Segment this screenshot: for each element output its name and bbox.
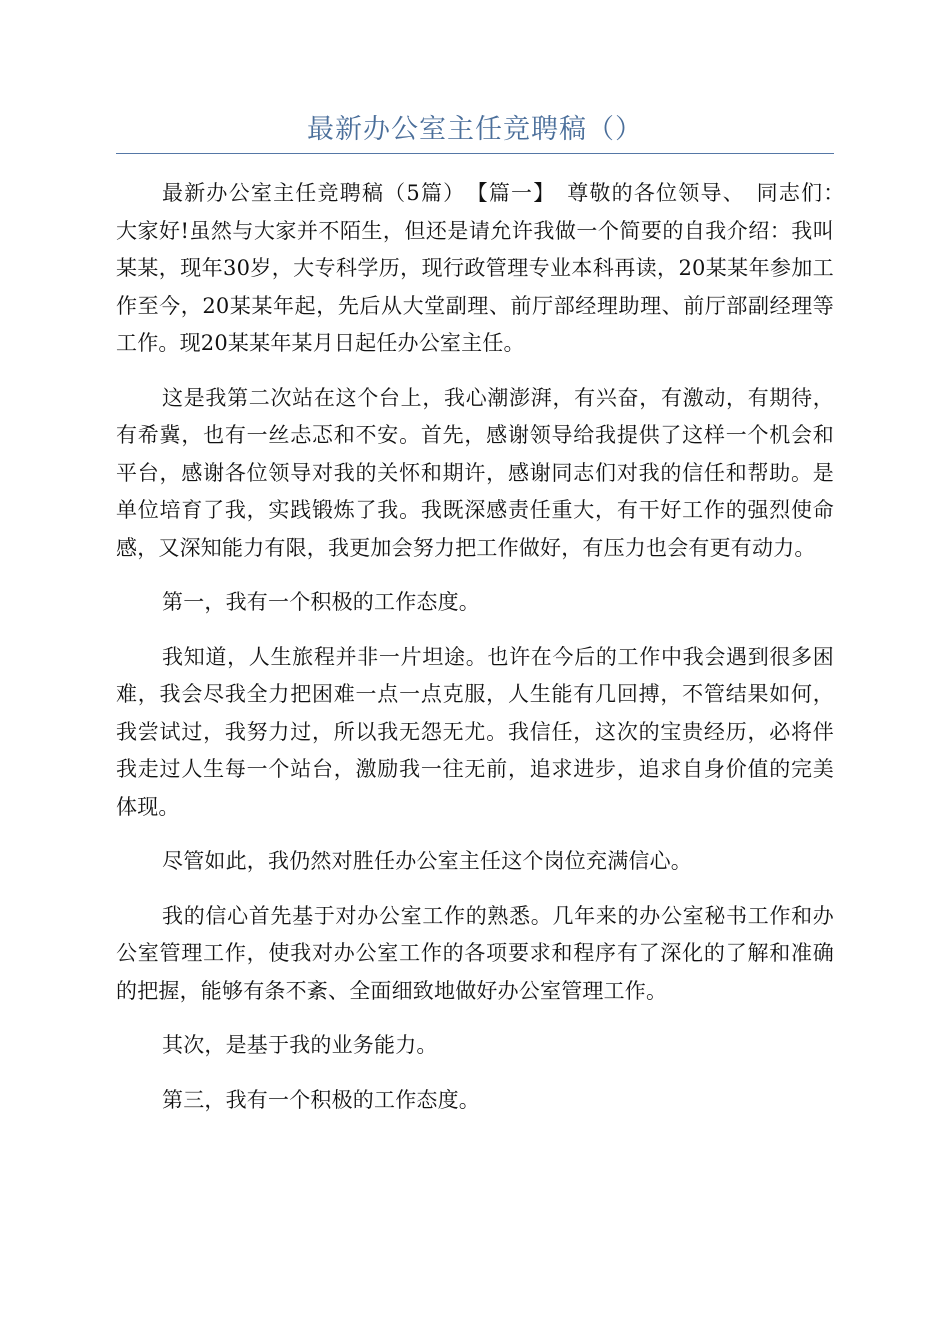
paragraph-gratitude: 这是我第二次站在这个台上，我心潮澎湃，有兴奋，有激动，有期待，有希冀，也有一丝忐忑和不安。首先，感谢领导给我提供了这样一个机会和平台，感谢各位领导对我的关怀和期许，感谢同志们对我的信任和帮助。是单位培育了我，实践锻炼了我。我既深感责任重大，有干好工作的强烈使命感，又深知能力有限，我更加会努力把工作做好，有压力也会有更有动力。 — [116, 385, 834, 560]
paragraph-point-one: 第一，我有一个积极的工作态度。 — [162, 590, 480, 614]
paragraph-familiarity: 我的信心首先基于对办公室工作的熟悉。几年来的办公室秘书工作和办公室管理工作，使我对办公室工作的各项要求和程序有了深化的了解和准确的把握，能够有条不紊、全面细致地做好办公室管理工作。 — [116, 903, 834, 1003]
document-title: 最新办公室主任竞聘稿（） — [307, 114, 643, 145]
paragraph-confidence: 尽管如此，我仍然对胜任办公室主任这个岗位充满信心。 — [162, 849, 692, 873]
document-body — [116, 175, 856, 1136]
title-underline — [116, 153, 834, 154]
paragraph-journey: 我知道，人生旅程并非一片坦途。也许在今后的工作中我会遇到很多困难，我会尽我全力把困难一点一点克服，人生能有几回搏，不管结果如何，我尝试过，我努力过，所以我无怨无尤。我信任，这次的宝贵经历，必将伴我走过人生每一个站台，激励我一往无前，追求进步，追求自身价值的完美体现。 — [116, 644, 834, 819]
paragraph-ability: 其次，是基于我的业务能力。 — [162, 1033, 438, 1057]
paragraph-intro: 最新办公室主任竞聘稿（5篇） 【篇一】 尊敬的各位领导、 同志们： 大家好!虽然与大家并不陌生，但还是请允许我做一个简要的自我介绍：我叫某某，现年30岁，大专科学历，现行政管理专业本科再读，20某某年参加工作至今，20某某年起，先后从大堂副理、前厅部经理助理、前厅部副经理等工作。现20某某年某月日起任办公室主任。 — [116, 181, 856, 355]
paragraph-point-three: 第三，我有一个积极的工作态度。 — [162, 1087, 480, 1112]
